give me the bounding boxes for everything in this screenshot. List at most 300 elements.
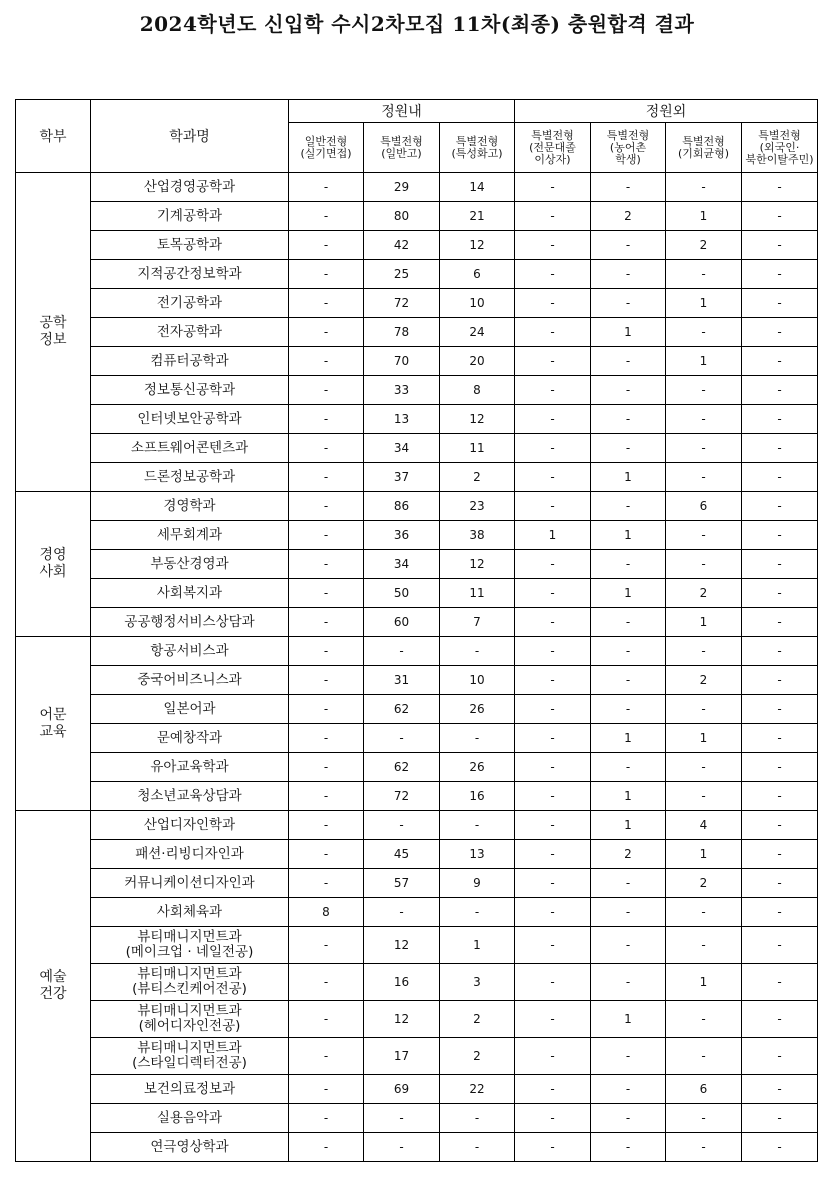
count-cell: - — [515, 724, 591, 753]
count-cell: 72 — [364, 782, 440, 811]
count-cell: - — [515, 637, 591, 666]
count-cell: - — [742, 289, 818, 318]
count-cell: 1 — [591, 521, 666, 550]
count-cell: - — [591, 492, 666, 521]
table-row — [16, 260, 818, 289]
count-cell: 2 — [440, 1001, 515, 1038]
count-cell: - — [515, 550, 591, 579]
table-row — [16, 521, 818, 550]
count-cell: - — [289, 782, 364, 811]
count-cell: - — [289, 376, 364, 405]
count-cell: - — [440, 1104, 515, 1133]
count-cell: - — [364, 811, 440, 840]
count-cell: - — [742, 492, 818, 521]
count-cell: 2 — [440, 463, 515, 492]
count-cell: - — [742, 173, 818, 202]
department-name: 전자공학과 — [91, 318, 289, 347]
count-cell: 8 — [440, 376, 515, 405]
count-cell: - — [515, 492, 591, 521]
count-cell: 11 — [440, 579, 515, 608]
table-row — [16, 724, 818, 753]
count-cell: - — [515, 260, 591, 289]
department-name: 보건의료정보과 — [91, 1075, 289, 1104]
column-header: 일반전형 (실기면접) — [289, 123, 364, 173]
column-header: 특별전형 (외국인· 북한이탈주민) — [742, 123, 818, 173]
count-cell: 7 — [440, 608, 515, 637]
table-row — [16, 434, 818, 463]
count-cell: - — [666, 927, 742, 964]
count-cell: - — [591, 405, 666, 434]
count-cell: 12 — [440, 550, 515, 579]
count-cell: 1 — [440, 927, 515, 964]
count-cell: 1 — [591, 811, 666, 840]
count-cell: - — [515, 405, 591, 434]
count-cell: - — [591, 231, 666, 260]
count-cell: - — [515, 347, 591, 376]
count-cell: - — [289, 695, 364, 724]
count-cell: 70 — [364, 347, 440, 376]
count-cell: 17 — [364, 1038, 440, 1075]
count-cell: 1 — [666, 724, 742, 753]
column-header: 특별전형 (전문대졸 이상자) — [515, 123, 591, 173]
count-cell: 8 — [289, 898, 364, 927]
count-cell: - — [515, 1104, 591, 1133]
count-cell: - — [742, 434, 818, 463]
count-cell: - — [364, 637, 440, 666]
count-cell: - — [289, 347, 364, 376]
count-cell: 1 — [591, 1001, 666, 1038]
count-cell: - — [666, 753, 742, 782]
column-header: 특별전형 (일반고) — [364, 123, 440, 173]
count-cell: - — [666, 1104, 742, 1133]
count-cell: - — [515, 1038, 591, 1075]
table-row — [16, 753, 818, 782]
count-cell: 12 — [440, 405, 515, 434]
count-cell: - — [742, 521, 818, 550]
count-cell: - — [289, 724, 364, 753]
table-row — [16, 173, 818, 202]
count-cell: - — [666, 898, 742, 927]
count-cell: - — [591, 608, 666, 637]
count-cell: 2 — [591, 202, 666, 231]
count-cell: - — [289, 1133, 364, 1162]
department-name: 인터넷보안공학과 — [91, 405, 289, 434]
division-name: 예술 건강 — [16, 811, 91, 1162]
department-name: 커뮤니케이션디자인과 — [91, 869, 289, 898]
count-cell: 2 — [666, 869, 742, 898]
count-cell: - — [742, 231, 818, 260]
table-row — [16, 550, 818, 579]
count-cell: 12 — [364, 927, 440, 964]
count-cell: - — [666, 405, 742, 434]
department-name: 산업디자인학과 — [91, 811, 289, 840]
count-cell: - — [742, 405, 818, 434]
count-cell: 1 — [591, 782, 666, 811]
department-name: 전기공학과 — [91, 289, 289, 318]
count-cell: 1 — [591, 579, 666, 608]
count-cell: - — [742, 202, 818, 231]
count-cell: - — [742, 1075, 818, 1104]
count-cell: - — [742, 753, 818, 782]
count-cell: - — [289, 550, 364, 579]
count-cell: 3 — [440, 964, 515, 1001]
count-cell: 86 — [364, 492, 440, 521]
count-cell: 1 — [666, 964, 742, 1001]
count-cell: - — [440, 898, 515, 927]
count-cell: - — [591, 1133, 666, 1162]
count-cell: 45 — [364, 840, 440, 869]
table-row — [16, 579, 818, 608]
count-cell: 16 — [440, 782, 515, 811]
table-row — [16, 1104, 818, 1133]
table-row — [16, 811, 818, 840]
department-name: 컴퓨터공학과 — [91, 347, 289, 376]
count-cell: - — [591, 173, 666, 202]
count-cell: - — [666, 695, 742, 724]
count-cell: - — [742, 782, 818, 811]
count-cell: - — [742, 1133, 818, 1162]
table-row — [16, 492, 818, 521]
count-cell: 37 — [364, 463, 440, 492]
count-cell: - — [666, 1038, 742, 1075]
count-cell: 34 — [364, 550, 440, 579]
count-cell: - — [742, 260, 818, 289]
count-cell: - — [515, 927, 591, 964]
count-cell: - — [591, 695, 666, 724]
table-row — [16, 695, 818, 724]
count-cell: - — [742, 463, 818, 492]
count-cell: - — [289, 608, 364, 637]
count-cell: - — [289, 521, 364, 550]
table-row — [16, 1001, 818, 1038]
count-cell: 78 — [364, 318, 440, 347]
count-cell: - — [666, 376, 742, 405]
column-header: 특별전형 (농어촌 학생) — [591, 123, 666, 173]
count-cell: 13 — [440, 840, 515, 869]
count-cell: 6 — [666, 1075, 742, 1104]
count-cell: 11 — [440, 434, 515, 463]
count-cell: 20 — [440, 347, 515, 376]
department-name: 실용음악과 — [91, 1104, 289, 1133]
count-cell: - — [591, 376, 666, 405]
department-name: 산업경영공학과 — [91, 173, 289, 202]
count-cell: - — [440, 724, 515, 753]
count-cell: 22 — [440, 1075, 515, 1104]
count-cell: 1 — [515, 521, 591, 550]
department-name: 뷰티매니지먼트과 (뷰티스킨케어전공) — [91, 964, 289, 1001]
count-cell: - — [666, 434, 742, 463]
count-cell: - — [591, 964, 666, 1001]
department-name: 경영학과 — [91, 492, 289, 521]
count-cell: 23 — [440, 492, 515, 521]
count-cell: 2 — [666, 579, 742, 608]
count-cell: 1 — [666, 840, 742, 869]
count-cell: 26 — [440, 695, 515, 724]
header-department: 학과명 — [91, 100, 289, 173]
count-cell: - — [515, 376, 591, 405]
department-name: 기계공학과 — [91, 202, 289, 231]
count-cell: - — [515, 173, 591, 202]
header-outside-quota: 정원외 — [515, 100, 818, 123]
count-cell: - — [742, 579, 818, 608]
count-cell: - — [289, 434, 364, 463]
count-cell: - — [289, 869, 364, 898]
count-cell: - — [515, 753, 591, 782]
count-cell: - — [591, 753, 666, 782]
table-row — [16, 927, 818, 964]
count-cell: 1 — [591, 318, 666, 347]
count-cell: 16 — [364, 964, 440, 1001]
count-cell: - — [440, 1133, 515, 1162]
count-cell: 14 — [440, 173, 515, 202]
count-cell: - — [289, 492, 364, 521]
count-cell: - — [364, 898, 440, 927]
count-cell: - — [591, 347, 666, 376]
division-name: 어문 교육 — [16, 637, 91, 811]
count-cell: 50 — [364, 579, 440, 608]
count-cell: 62 — [364, 753, 440, 782]
count-cell: - — [666, 463, 742, 492]
count-cell: - — [742, 1104, 818, 1133]
department-name: 소프트웨어콘텐츠과 — [91, 434, 289, 463]
department-name: 항공서비스과 — [91, 637, 289, 666]
count-cell: - — [515, 608, 591, 637]
count-cell: - — [742, 927, 818, 964]
department-name: 문예창작과 — [91, 724, 289, 753]
count-cell: - — [742, 1038, 818, 1075]
count-cell: - — [289, 260, 364, 289]
count-cell: - — [289, 463, 364, 492]
table-row — [16, 1075, 818, 1104]
count-cell: 13 — [364, 405, 440, 434]
count-cell: - — [666, 318, 742, 347]
count-cell: 2 — [666, 231, 742, 260]
count-cell: - — [289, 173, 364, 202]
count-cell: - — [515, 898, 591, 927]
department-name: 패션·리빙디자인과 — [91, 840, 289, 869]
count-cell: 10 — [440, 666, 515, 695]
count-cell: - — [742, 964, 818, 1001]
count-cell: - — [591, 666, 666, 695]
count-cell: - — [742, 869, 818, 898]
count-cell: - — [515, 579, 591, 608]
count-cell: - — [666, 782, 742, 811]
count-cell: 1 — [591, 463, 666, 492]
table-row — [16, 202, 818, 231]
count-cell: - — [440, 811, 515, 840]
count-cell: - — [742, 666, 818, 695]
table-row — [16, 964, 818, 1001]
count-cell: 34 — [364, 434, 440, 463]
count-cell: 12 — [440, 231, 515, 260]
count-cell: - — [591, 637, 666, 666]
count-cell: - — [289, 811, 364, 840]
table-row — [16, 666, 818, 695]
count-cell: 72 — [364, 289, 440, 318]
count-cell: - — [742, 1001, 818, 1038]
count-cell: - — [742, 811, 818, 840]
table-row — [16, 1133, 818, 1162]
count-cell: - — [515, 666, 591, 695]
column-header: 특별전형 (기회균형) — [666, 123, 742, 173]
count-cell: - — [289, 927, 364, 964]
count-cell: - — [289, 318, 364, 347]
count-cell: - — [515, 964, 591, 1001]
header-inside-quota: 정원내 — [289, 100, 515, 123]
count-cell: 80 — [364, 202, 440, 231]
count-cell: 1 — [591, 724, 666, 753]
count-cell: 1 — [666, 347, 742, 376]
count-cell: - — [591, 869, 666, 898]
table-row — [16, 782, 818, 811]
department-name: 일본어과 — [91, 695, 289, 724]
count-cell: - — [742, 376, 818, 405]
table-row — [16, 289, 818, 318]
count-cell: - — [515, 695, 591, 724]
count-cell: 42 — [364, 231, 440, 260]
count-cell: - — [289, 666, 364, 695]
department-name: 세무회계과 — [91, 521, 289, 550]
count-cell: - — [591, 550, 666, 579]
table-row — [16, 405, 818, 434]
count-cell: - — [515, 1133, 591, 1162]
department-name: 공공행정서비스상담과 — [91, 608, 289, 637]
department-name: 부동산경영과 — [91, 550, 289, 579]
department-name: 뷰티매니지먼트과 (스타일디렉터전공) — [91, 1038, 289, 1075]
count-cell: 1 — [666, 289, 742, 318]
count-cell: 69 — [364, 1075, 440, 1104]
count-cell: - — [666, 637, 742, 666]
count-cell: - — [666, 260, 742, 289]
count-cell: 57 — [364, 869, 440, 898]
count-cell: 9 — [440, 869, 515, 898]
page-title: 2024학년도 신입학 수시2차모집 11차(최종) 충원합격 결과 — [139, 12, 695, 36]
count-cell: - — [591, 1075, 666, 1104]
count-cell: 2 — [591, 840, 666, 869]
table-row — [16, 376, 818, 405]
count-cell: - — [591, 434, 666, 463]
count-cell: 60 — [364, 608, 440, 637]
count-cell: 26 — [440, 753, 515, 782]
division-name: 경영 사회 — [16, 492, 91, 637]
count-cell: - — [591, 1038, 666, 1075]
count-cell: - — [742, 840, 818, 869]
count-cell: - — [515, 869, 591, 898]
count-cell: 4 — [666, 811, 742, 840]
count-cell: 6 — [666, 492, 742, 521]
count-cell: - — [666, 173, 742, 202]
count-cell: - — [289, 202, 364, 231]
count-cell: - — [591, 898, 666, 927]
table-row — [16, 347, 818, 376]
count-cell: - — [742, 550, 818, 579]
count-cell: - — [289, 753, 364, 782]
count-cell: - — [742, 318, 818, 347]
count-cell: 38 — [440, 521, 515, 550]
count-cell: 21 — [440, 202, 515, 231]
count-cell: - — [742, 898, 818, 927]
count-cell: 2 — [440, 1038, 515, 1075]
table-row — [16, 1038, 818, 1075]
count-cell: - — [289, 405, 364, 434]
count-cell: - — [666, 550, 742, 579]
count-cell: - — [515, 202, 591, 231]
count-cell: - — [742, 347, 818, 376]
count-cell: - — [515, 1075, 591, 1104]
count-cell: 12 — [364, 1001, 440, 1038]
count-cell: - — [289, 289, 364, 318]
table-row — [16, 608, 818, 637]
count-cell: - — [364, 724, 440, 753]
count-cell: - — [515, 434, 591, 463]
division-name: 공학 정보 — [16, 173, 91, 492]
count-cell: - — [515, 840, 591, 869]
count-cell: 29 — [364, 173, 440, 202]
department-name: 정보통신공학과 — [91, 376, 289, 405]
count-cell: 10 — [440, 289, 515, 318]
count-cell: 62 — [364, 695, 440, 724]
count-cell: 36 — [364, 521, 440, 550]
count-cell: - — [591, 927, 666, 964]
count-cell: - — [515, 318, 591, 347]
count-cell: - — [289, 840, 364, 869]
department-name: 유아교육학과 — [91, 753, 289, 782]
count-cell: - — [666, 1133, 742, 1162]
department-name: 뷰티매니지먼트과 (메이크업 · 네일전공) — [91, 927, 289, 964]
table-row — [16, 231, 818, 260]
department-name: 토목공학과 — [91, 231, 289, 260]
count-cell: - — [742, 637, 818, 666]
department-name: 연극영상학과 — [91, 1133, 289, 1162]
department-name: 사회복지과 — [91, 579, 289, 608]
department-name: 지적공간정보학과 — [91, 260, 289, 289]
count-cell: - — [515, 463, 591, 492]
count-cell: 25 — [364, 260, 440, 289]
count-cell: - — [515, 782, 591, 811]
department-name: 뷰티매니지먼트과 (헤어디자인전공) — [91, 1001, 289, 1038]
count-cell: 31 — [364, 666, 440, 695]
count-cell: - — [591, 1104, 666, 1133]
table-row — [16, 869, 818, 898]
department-name: 사회체육과 — [91, 898, 289, 927]
header-division: 학부 — [16, 100, 91, 173]
count-cell: - — [289, 964, 364, 1001]
table-row — [16, 637, 818, 666]
table-row — [16, 463, 818, 492]
count-cell: - — [289, 231, 364, 260]
column-header: 특별전형 (특성화고) — [440, 123, 515, 173]
count-cell: 33 — [364, 376, 440, 405]
count-cell: - — [515, 1001, 591, 1038]
count-cell: - — [289, 637, 364, 666]
count-cell: - — [289, 1075, 364, 1104]
count-cell: - — [515, 289, 591, 318]
department-name: 드론정보공학과 — [91, 463, 289, 492]
count-cell: - — [742, 724, 818, 753]
department-name: 청소년교육상담과 — [91, 782, 289, 811]
count-cell: - — [289, 579, 364, 608]
count-cell: - — [515, 231, 591, 260]
count-cell: 6 — [440, 260, 515, 289]
count-cell: - — [742, 695, 818, 724]
count-cell: - — [591, 260, 666, 289]
count-cell: - — [515, 811, 591, 840]
count-cell: - — [666, 521, 742, 550]
count-cell: - — [289, 1001, 364, 1038]
count-cell: 1 — [666, 202, 742, 231]
table-row — [16, 840, 818, 869]
count-cell: 2 — [666, 666, 742, 695]
